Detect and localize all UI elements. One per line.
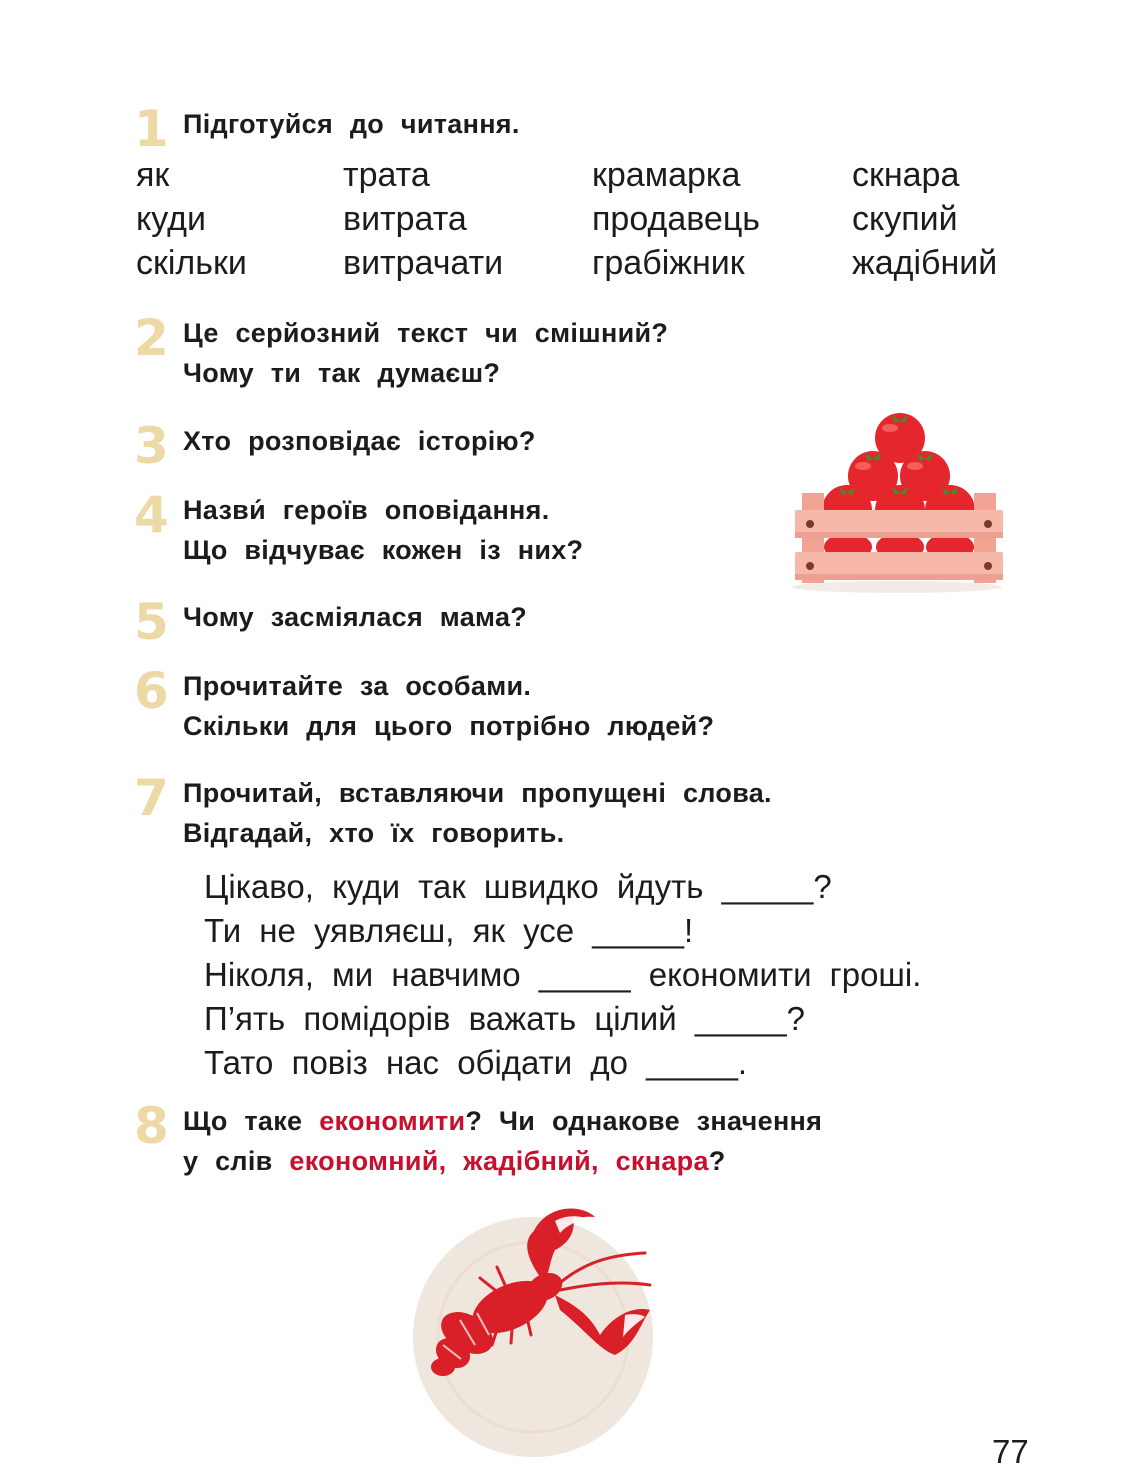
task-question: Хто розповідає історію?	[183, 426, 536, 456]
task-number: 3	[134, 417, 169, 475]
page-number: 77	[992, 1433, 1029, 1470]
sentence: Ти не уявляєш, як усе _____!	[204, 912, 694, 949]
task-prompt: Підготуйся до читання.	[183, 109, 520, 139]
task-question: Прочитай, вставляючи пропущені слова.	[183, 778, 772, 808]
fill-in-sentences	[204, 865, 921, 1085]
word-list	[136, 153, 1032, 285]
word: витрачати	[343, 244, 504, 282]
task-7	[134, 769, 772, 853]
sentence: П’ять помідорів важать цілий _____?	[204, 1000, 805, 1037]
word: крамарка	[592, 156, 741, 194]
word: жадібний	[852, 244, 998, 282]
sentence: Ніколя, ми навчимо _____ економити гроші.	[204, 956, 922, 993]
task-question: Назви́ героїв оповідання.	[183, 495, 550, 525]
task-number: 8	[134, 1097, 169, 1155]
task-number: 4	[134, 486, 169, 544]
highlighted-word: економити	[319, 1106, 466, 1136]
task-number: 2	[134, 309, 169, 367]
task-number: 6	[134, 662, 169, 720]
highlighted-words: економний, жадібний, скнара	[289, 1146, 709, 1176]
sentence: Цікаво, куди так швидко йдуть _____?	[204, 868, 832, 905]
task-number: 1	[134, 100, 169, 158]
task-number: 5	[134, 593, 169, 651]
task-number: 7	[134, 769, 169, 827]
word: грабіжник	[592, 244, 745, 282]
task-question: Відгадай, хто їх говорить.	[183, 818, 565, 848]
task-8	[134, 1097, 823, 1181]
word: продавець	[592, 200, 761, 238]
text: у слів	[183, 1146, 290, 1176]
word: витрата	[343, 200, 467, 238]
task-question	[183, 1101, 822, 1141]
task-1	[134, 100, 520, 158]
task-6	[134, 662, 715, 746]
sentence: Тато повіз нас обідати до _____.	[204, 1044, 748, 1081]
task-question: Чому засміялася мама?	[183, 602, 528, 632]
tomato-crate-illustration	[780, 405, 1010, 600]
task-4	[134, 486, 584, 570]
word: скупий	[852, 200, 958, 238]
word: трата	[343, 156, 430, 194]
task-question: Прочитайте за особами.	[183, 671, 532, 701]
lobster-on-plate-illustration	[405, 1205, 675, 1460]
text: ?	[708, 1146, 726, 1176]
task-question: Що відчуває кожен із них?	[183, 535, 584, 565]
word: куди	[136, 200, 206, 238]
word: скільки	[136, 244, 247, 282]
task-question: Чому ти так думаєш?	[183, 358, 501, 388]
word: скнара	[852, 156, 960, 194]
task-5	[134, 593, 528, 651]
task-question: Скільки для цього потрібно людей?	[183, 711, 715, 741]
text: ? Чи однакове значення	[465, 1106, 823, 1136]
word: як	[136, 156, 170, 194]
task-question: Це серйозний текст чи смішний?	[183, 318, 669, 348]
task-3	[134, 417, 536, 475]
text: Що таке	[183, 1106, 320, 1136]
task-2	[134, 309, 669, 393]
task-question	[183, 1141, 822, 1181]
